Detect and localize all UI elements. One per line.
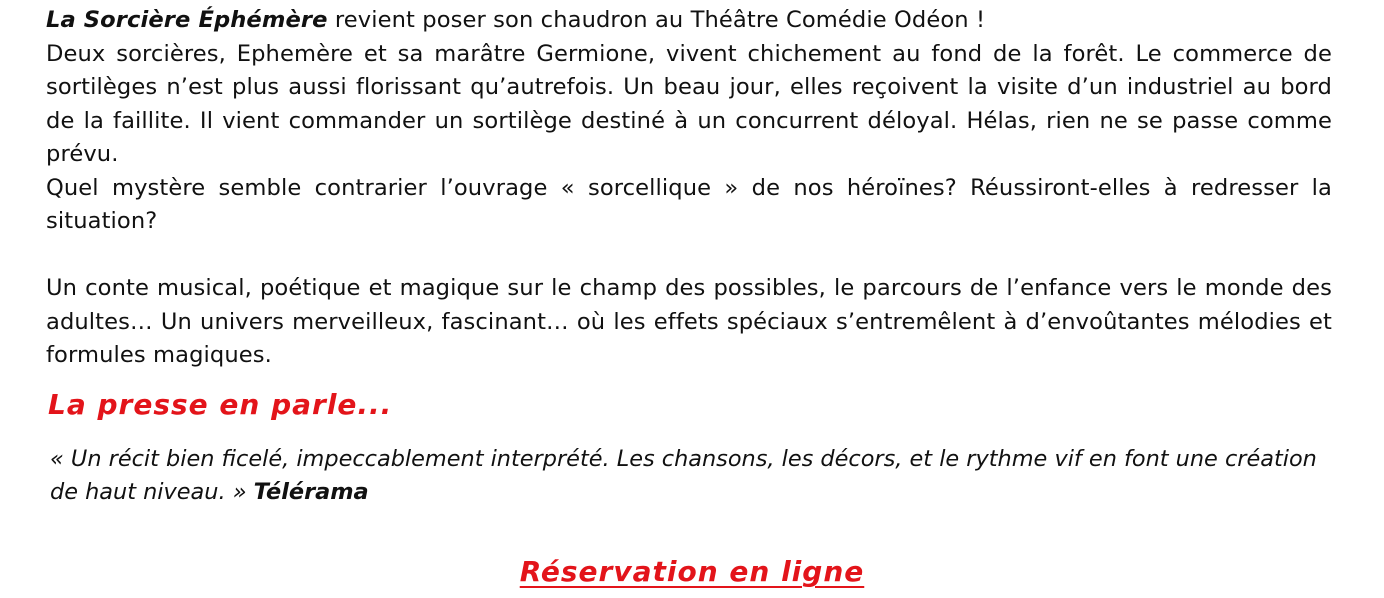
summary-paragraph: Un conte musical, poétique et magique sur le champ des possibles, le parcours de l’enfance vers le monde des adultes… Un univers merveilleux, fascinant… où les effets spéciaux s’entremêlent à d’envoûtantes mélodies et formules magiques. (46, 275, 1332, 368)
press-quote (50, 443, 1320, 510)
press-heading: La presse en parle... (48, 387, 393, 421)
reservation-container (0, 552, 1384, 592)
intro-paragraph (46, 4, 1332, 38)
show-description (46, 4, 1332, 510)
synopsis-paragraph: Deux sorcières, Ephemère et sa marâtre Germione, vivent chichement au fond de la forêt. Le commerce de sortilèges n’est plus aussi florissant qu’autrefois. Un beau jour, elles reçoivent la visite d’un industriel au bord de la faillite. Il vient commander un sortilège destiné à un concurrent déloyal. Hélas, rien ne se passe comme prévu. (46, 40, 1332, 167)
press-quote-source: Télérama (253, 479, 369, 505)
paragraph-spacer (46, 239, 1332, 273)
press-quote-text: « Un récit bien ficelé, impeccablement interprété. Les chansons, les décors, et le rythme vif en font une création de haut niveau. » (50, 445, 1317, 505)
online-reservation-link[interactable]: Réservation en ligne (519, 555, 865, 588)
intro-text: revient poser son chaudron au Théâtre Comédie Odéon ! (327, 7, 986, 33)
questions-paragraph: Quel mystère semble contrarier l’ouvrage « sorcellique » de nos héroïnes? Réussiront-elles à redresser la situation? (46, 174, 1332, 234)
show-title: La Sorcière Éphémère (46, 7, 328, 33)
